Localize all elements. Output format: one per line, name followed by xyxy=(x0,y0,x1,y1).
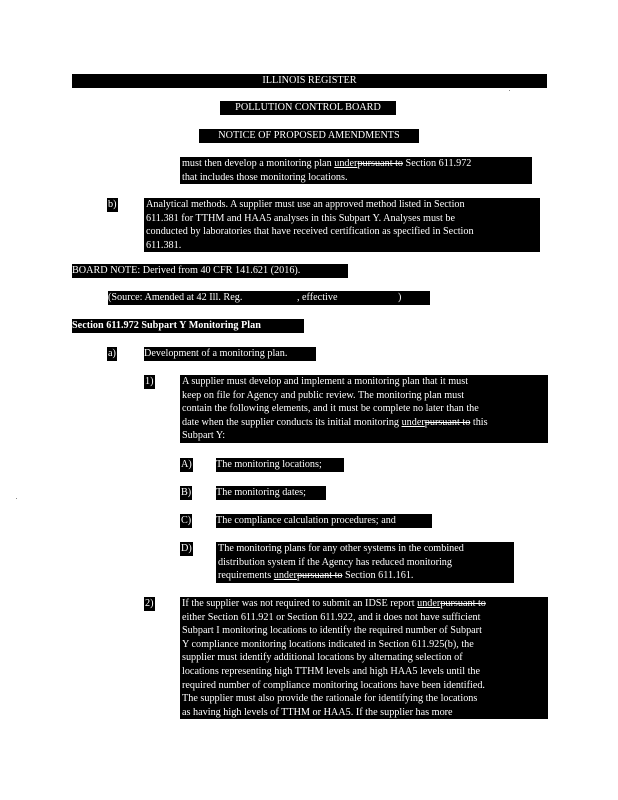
board-note: BOARD NOTE: Derived from 40 CFR 141.621 (2016). xyxy=(72,264,348,278)
para-2-line-5: supplier must identify additional locations by alternating selection of xyxy=(182,652,463,664)
item-d-text xyxy=(216,542,514,583)
item-d-line-1: The monitoring plans for any other systems in the combined xyxy=(218,543,464,554)
para-1-line-4: date when the supplier conducts its initial monitoring underpursuant to this xyxy=(182,416,488,428)
para-2-text xyxy=(180,597,548,719)
notice-title: NOTICE OF PROPOSED AMENDMENTS xyxy=(199,129,419,143)
para-2-line-9: as having high levels of TTHM or HAA5. If the supplier has more xyxy=(182,706,453,718)
para-1-line-3: contain the following elements, and it must be complete no later than the xyxy=(182,403,479,415)
section-heading: Section 611.972 Subpart Y Monitoring Plan xyxy=(72,319,304,333)
continuation-block xyxy=(180,157,532,184)
para-b-line-1: Analytical methods. A supplier must use an approved method listed in Section xyxy=(146,199,465,210)
para-b-line-4: 611.381. xyxy=(146,239,182,251)
scan-speck xyxy=(16,498,17,499)
item-b-label: B) xyxy=(181,487,192,498)
para-1-text xyxy=(180,375,548,443)
item-c-label: C) xyxy=(181,515,192,526)
item-d-label: D) xyxy=(181,543,192,554)
register-title: ILLINOIS REGISTER xyxy=(262,75,357,86)
para-2-line-2: either Section 611.921 or Section 611.922, and it does not have sufficient xyxy=(182,611,481,623)
item-c-text: The compliance calculation procedures; and xyxy=(216,514,432,528)
para-a-text: Development of a monitoring plan. xyxy=(144,347,316,361)
para-2-line-7: required number of compliance monitoring locations have been identified. xyxy=(182,679,485,691)
para-1-line-5: Subpart Y: xyxy=(182,430,226,442)
para-b-line-3: conducted by laboratories that have received certification as specified in Section xyxy=(146,226,474,238)
item-b-text: The monitoring dates; xyxy=(216,486,326,500)
scan-speck xyxy=(509,90,510,91)
item-a-text: The monitoring locations; xyxy=(216,458,344,472)
para-1-line-1: A supplier must develop and implement a monitoring plan that it must xyxy=(182,376,469,387)
para-2-line-4: Y compliance monitoring locations indicated in Section 611.925(b), the xyxy=(182,638,474,650)
para-2-line-3: Subpart I monitoring locations to identify the required number of Subpart xyxy=(182,625,482,637)
item-d-line-2: distribution system if the Agency has reduced monitoring xyxy=(218,556,452,568)
para-2-label: 2) xyxy=(145,598,154,609)
para-1-line-2: keep on file for Agency and public review. The monitoring plan must xyxy=(182,389,465,401)
para-2-line-6: locations representing high TTHM levels and high HAA5 levels until the xyxy=(182,665,481,677)
item-a-label: A) xyxy=(181,459,192,470)
register-header-bar xyxy=(72,74,547,88)
item-d-line-3: requirements underpursuant to Section 611.161. xyxy=(218,570,414,582)
para-1-label: 1) xyxy=(145,376,154,387)
para-b-label: b) xyxy=(108,199,117,210)
board-title: POLLUTION CONTROL BOARD xyxy=(220,101,396,115)
para-2-line-1: If the supplier was not required to submit an IDSE report underpursuant to xyxy=(182,598,486,609)
para-b-line-2: 611.381 for TTHM and HAA5 analyses in this Subpart Y. Analyses must be xyxy=(146,212,455,224)
continuation-line-2: that includes those monitoring locations. xyxy=(182,171,348,183)
para-b-text xyxy=(144,198,540,252)
para-2-line-8: The supplier must also provide the rationale for identifying the locations xyxy=(182,693,478,705)
source-line: (Source: Amended at 42 Ill. Reg. , effective ) xyxy=(108,291,430,305)
para-a-label: a) xyxy=(108,348,116,359)
continuation-line-1: must then develop a monitoring plan underpursuant to Section 611.972 xyxy=(182,158,472,169)
